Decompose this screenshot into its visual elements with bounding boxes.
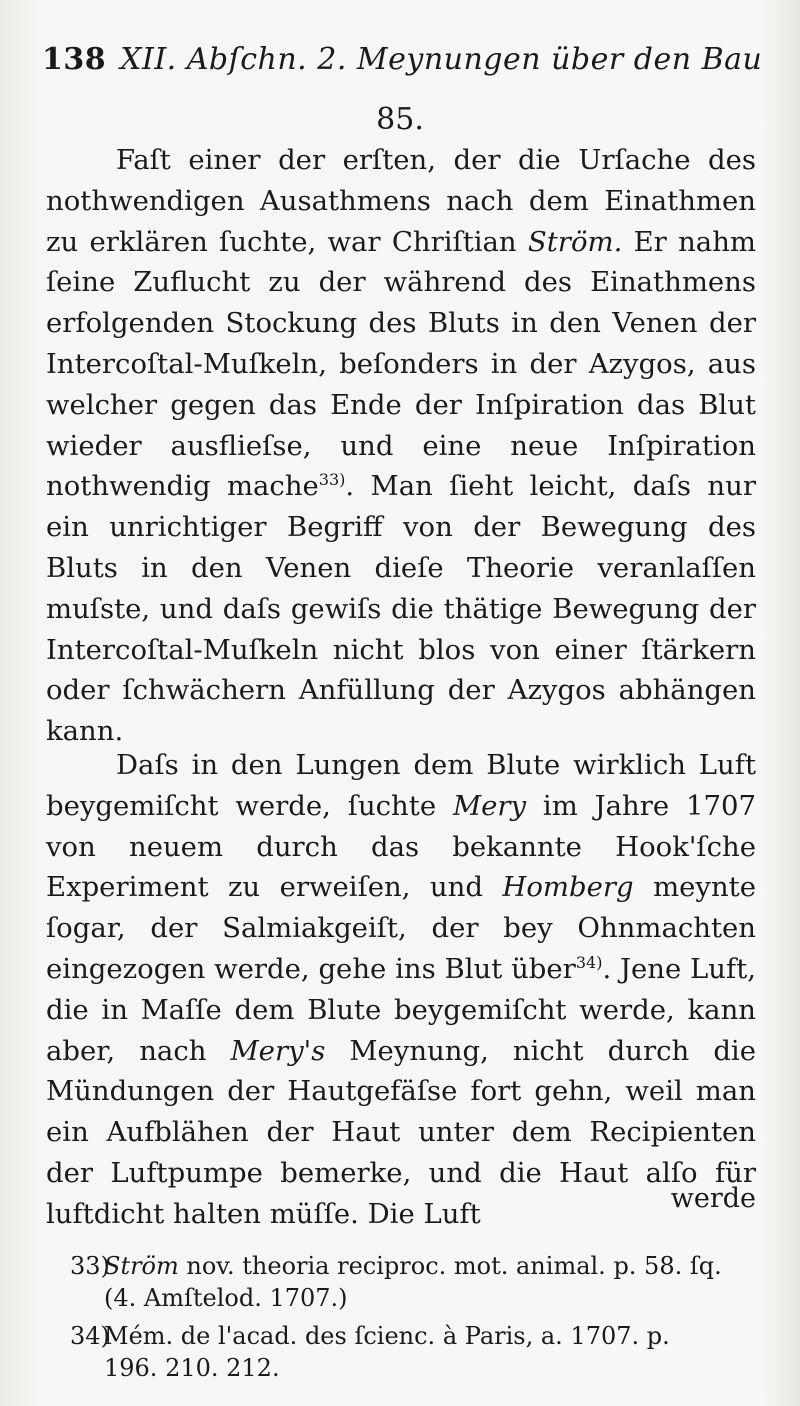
footnote-34	[70, 1320, 760, 1384]
footnote-author: Ström	[104, 1252, 179, 1280]
p1-text-1: Faſt einer der erſten, der die Urſache des nothwendigen Ausathmens nach dem Einathmen zu erklären ſuchte, war Chriſtian	[46, 144, 756, 258]
footnote-marker: 34)	[70, 1322, 110, 1350]
page-number: 138	[42, 42, 107, 77]
p1-text-3: . Man ſieht leicht, daſs nur ein unrichtiger Begriff von der Bewegung des Bluts in den Venen dieſe Theorie veranlaſſen muſste, und daſs gewiſs die thätige Bewegung der Intercoſtal-Muſkeln nicht blos von einer ſtärkern oder ſchwächern Anfüllung der Azygos abhängen kann.	[46, 470, 756, 748]
paragraph-1	[46, 140, 756, 752]
footnote-text: Mém. de l'acad. des ſcienc. à Paris, a. 1707. p.	[104, 1322, 670, 1350]
p2-text-4: . Jene Luft, die in Maſſe dem Blute beygemiſcht werde, kann aber, nach	[46, 952, 756, 1067]
footnote-text: nov. theoria reciproc. mot. animal. p. 58. ſq.	[178, 1252, 722, 1280]
footnote-continuation: 196. 210. 212.	[104, 1354, 280, 1382]
p2-text-5: Meynung, nicht durch die Mündungen der Hautgefäſse fort gehn, weil man ein Aufblähen der Haut unter dem Recipienten der Luftpumpe bemerke, und die Haut alſo für luftdicht halten müſſe. Die Luft	[46, 1034, 756, 1230]
footnote-continuation: (4. Amſtelod. 1707.)	[104, 1284, 348, 1312]
p1-footnote-ref[interactable]: 33)	[318, 470, 346, 490]
p1-text-2: Er nahm ſeine Zuflucht zu der während des Einathmens erfolgenden Stockung des Bluts in den Venen der Intercoſtal-Muſkeln, beſonders in der Azygos, aus welcher gegen das Ende der Inſpiration das Blut wieder ausflieſse, und eine neue Inſpiration nothwendig mache	[46, 225, 756, 503]
p2-text-2: im Jahre 1707 von neuem durch das bekannte Hook'ſche Experiment zu erweiſen, und	[46, 789, 756, 904]
paragraph-2	[46, 745, 756, 1235]
footnote-marker: 33)	[70, 1252, 110, 1280]
p2-text-3: meynte ſogar, der Salmiakgeiſt, der bey Ohnmachten eingezogen werde, gehe ins Blut über	[46, 871, 756, 985]
p2-name-mery: Mery	[452, 789, 527, 822]
footnote-33	[70, 1250, 760, 1314]
p2-text-1: Daſs in den Lungen dem Blute wirklich Luft beygemiſcht werde, ſuchte	[46, 749, 756, 822]
running-title: XII. Abſchn. 2. Meynungen über den Bau	[120, 42, 763, 77]
running-header	[42, 42, 763, 77]
catchword: werde	[670, 1183, 756, 1214]
p2-footnote-ref[interactable]: 34)	[575, 952, 603, 972]
p1-name-strom: Ström.	[527, 225, 623, 258]
p2-name-homberg: Homberg	[502, 871, 634, 904]
p2-name-merys: Mery's	[230, 1034, 326, 1067]
section-number: 85.	[376, 102, 424, 137]
